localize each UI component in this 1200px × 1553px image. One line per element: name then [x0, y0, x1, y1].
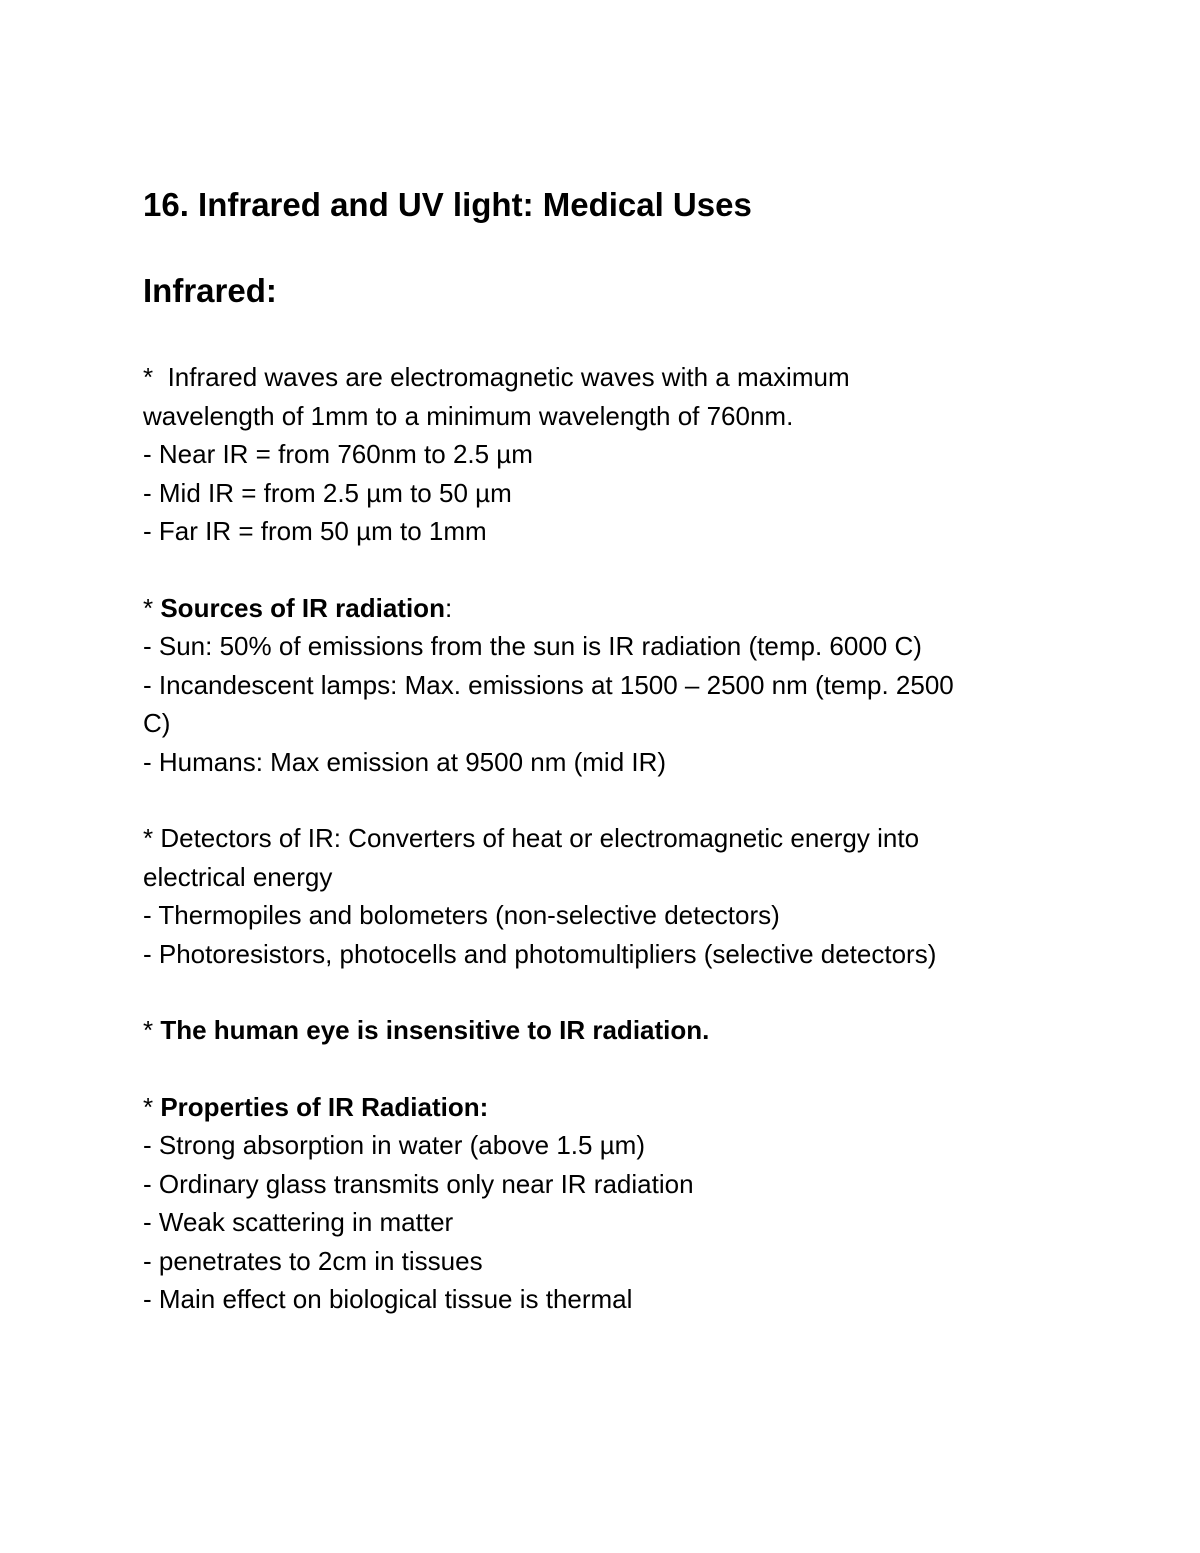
sources-heading: Sources of IR radiation [160, 592, 445, 623]
list-item-mid-ir: - Mid IR = from 2.5 µm to 50 µm [143, 477, 512, 508]
eye-note-line [143, 1011, 1103, 1050]
definition-paragraph [143, 358, 1103, 551]
list-item-incandescent: - Incandescent lamps: Max. emissions at 1500 – 2500 nm (temp. 2500 [143, 669, 954, 700]
eye-note-paragraph [143, 1011, 1103, 1050]
properties-bullet: * [143, 1091, 161, 1122]
properties-paragraph [143, 1088, 1103, 1319]
section-heading-infrared: Infrared: [143, 272, 277, 309]
list-item-photoresistors: - Photoresistors, photocells and photomultipliers (selective detectors) [143, 938, 937, 969]
list-item-absorption: - Strong absorption in water (above 1.5 µm) [143, 1130, 645, 1160]
sources-colon: : [444, 592, 453, 623]
list-item-incandescent-cont: C) [143, 708, 171, 738]
eye-note-bullet: * [143, 1015, 161, 1045]
properties-heading-line [143, 1088, 1103, 1127]
sources-bullet: * [143, 592, 161, 623]
list-item-humans: - Humans: Max emission at 9500 nm (mid IR) [143, 746, 667, 777]
list-item-sun: - Sun: 50% of emissions from the sun is IR radiation (temp. 6000 C) [143, 631, 922, 661]
list-item-glass: - Ordinary glass transmits only near IR radiation [143, 1168, 694, 1199]
sources-heading-line [143, 589, 1103, 628]
document-content [143, 182, 1103, 1319]
list-item-penetration: - penetrates to 2cm in tissues [143, 1245, 483, 1276]
eye-note-text: The human eye is insensitive to IR radiation. [160, 1015, 710, 1045]
list-item-scattering: - Weak scattering in matter [143, 1207, 454, 1237]
definition-line-1: * Infrared waves are electromagnetic waves with a maximum [143, 362, 850, 392]
detectors-paragraph [143, 819, 1103, 973]
properties-heading: Properties of IR Radiation: [160, 1091, 489, 1122]
detectors-line-2: electrical energy [143, 861, 333, 892]
list-item-thermopiles: - Thermopiles and bolometers (non-selective detectors) [143, 900, 780, 930]
list-item-far-ir: - Far IR = from 50 µm to 1mm [143, 516, 487, 546]
page-title: 16. Infrared and UV light: Medical Uses [143, 186, 752, 223]
detectors-line-1: * Detectors of IR: Converters of heat or electromagnetic energy into [143, 823, 920, 853]
list-item-thermal: - Main effect on biological tissue is thermal [143, 1284, 633, 1314]
list-item-near-ir: - Near IR = from 760nm to 2.5 µm [143, 439, 533, 469]
definition-line-2: wavelength of 1mm to a minimum wavelength of 760nm. [143, 400, 794, 431]
sources-paragraph [143, 589, 1103, 782]
